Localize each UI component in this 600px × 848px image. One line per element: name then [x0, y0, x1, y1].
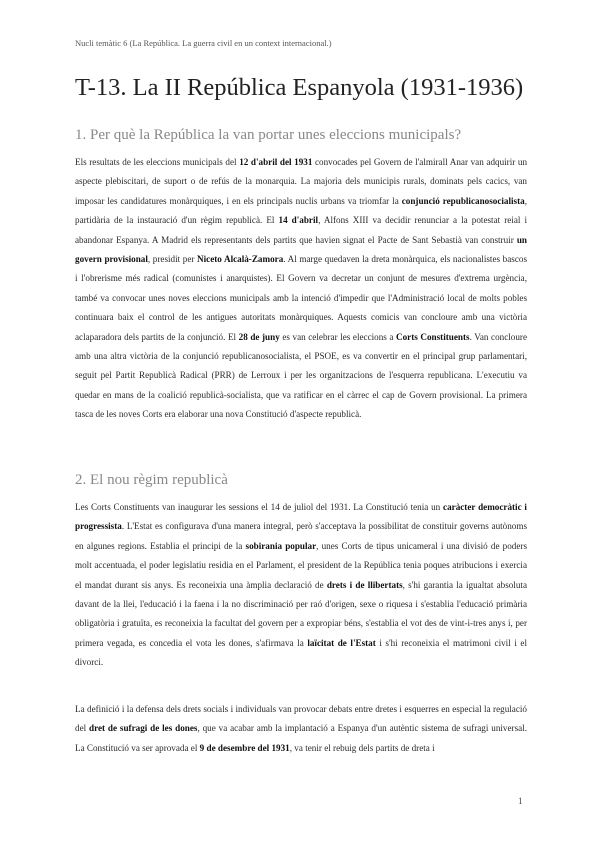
text-run: , unes Corts de tipus unicameral i una divisió de poders molt accentuada, el poder legislatiu residia en el Parlament, el president de la República tenia poques atribucions i exercia el mandat durant sis anys. Es reconeixia una àmplia declaració de [75, 540, 527, 590]
bold-term: 9 de desembre del 1931 [199, 742, 290, 753]
text-run: , presidit per [147, 254, 198, 265]
text-run: Les Corts Constituents van inaugurar les sessions el 14 de juliol del 1931. La Constitució tenia un [75, 502, 444, 512]
text-run: . Van concloure amb una altra victòria de la conjunció republicanosocialista, el PSOE, es va convertir en el principal grup parlamentari, seguit pel Partit Republicà Radical (PRR) de Lerroux i per les organitzacions de l'esquerra republicana. L'executiu va quedar en mans de la coalició republicà-socialista, que va ratificar en el càrrec el cap de Govern provisional. La primera tasca de les noves Corts era elaborar una nova Constitució d'aspecte republicà. [75, 331, 527, 420]
bold-term: dret de sufragi de les dones [89, 723, 198, 734]
bold-term: laïcitat de l'Estat [307, 637, 376, 648]
bold-term: 28 de juny [238, 331, 280, 342]
bold-term: 14 d'abril [278, 215, 319, 226]
text-run: , partidària de la instauració d'un règim republicà. El [75, 195, 527, 226]
text-run: es van celebrar les eleccions a [279, 331, 397, 342]
text-run: , Alfons XIII va decidir renunciar a la potestat reial i abandonar Espanya. A Madrid els representants dels partits que havien signat el Pacte de Sant Sebastià van construir [75, 215, 527, 245]
text-run: La definició i la defensa dels drets socials i individuals van provocar debats entre dretes i esquerres en especial la regulació del [75, 704, 527, 734]
bold-term: sobirania popular [245, 540, 317, 551]
page-number: 1 [518, 796, 523, 806]
running-header: Nucli temàtic 6 (La República. La guerra civil en un context internacional.) [75, 38, 332, 48]
page-title: T-13. La II República Espanyola (1931-1936) [75, 74, 524, 101]
bold-term: Corts Constituents [396, 331, 470, 342]
text-run: , va tenir el rebuig dels partits de dreta i [289, 742, 435, 753]
bold-term: caràcter democràtic i progressista [75, 502, 527, 532]
text-run: . L'Estat es configurava d'una manera integral, però s'acceptava la possibilitat de constituir governs autònoms en algunes regions. Establia el principi de la [75, 521, 527, 551]
bold-term: conjunció republicanosocialista [401, 195, 525, 206]
text-run: , s'hi garantia la igualtat absoluta davant de la llei, l'educació i la faena i la no discriminació per raó d'origen, sexe o riquesa i s'establia l'educació primària obligatòria i gratuïta, es reconeixia la facultat del govern per a expropiar béns, s'establia el vot des de vint-i-tres anys i, per primera vegada, es concedia el vota les dones, s'afirmava la [75, 579, 527, 648]
section-heading-1: 1. Per què la República la van portar unes eleccions municipals? [75, 127, 462, 143]
text-run: . Al marge quedaven la dreta monàrquica, els nacionalistes bascos i l'obrerisme més radical (comunistes i anarquistes). El Govern va decretar un conjunt de mesures d'extrema urgència, també va convocar unes noves eleccions municipals amb la intenció d'impedir que l'Administració local de molts pobles continuara baix el control de les antigues autoritats monàrquiques. Aquests comicis van concloure amb una victòria aclaparadora dels partits de la conjunció. El [75, 254, 527, 342]
section-heading-2: 2. El nou règim republicà [75, 472, 228, 488]
bold-term: 12 d'abril del 1931 [239, 157, 313, 167]
bold-term: drets i de llibertats [326, 579, 403, 590]
section-2-paragraph-2 [75, 700, 527, 758]
bold-term: Niceto Alcalà-Zamora [197, 254, 284, 265]
bold-term: un govern provisional [75, 234, 527, 265]
text-run: , que va acabar amb la implantació a Espanya d'un autèntic sistema de sufragi universal. La Constitució va ser aprovada el [75, 723, 527, 753]
text-run: Els resultats de les eleccions municipals del [75, 157, 240, 167]
text-run: i s'hi reconeixia el matrimoni civil i el divorci. [75, 637, 527, 668]
section-1-paragraph [75, 153, 527, 425]
text-run: convocades pel Govern de l'almirall Anar van adquirir un aspecte plebiscitari, de suport o de refús de la monarquia. La majoria dels municipis rurals, dominats pels cacics, van imposar les candidatures monàrquiques, i en els principals nuclis urbans va triomfar la [75, 157, 528, 206]
section-2-paragraph-1 [75, 498, 527, 673]
